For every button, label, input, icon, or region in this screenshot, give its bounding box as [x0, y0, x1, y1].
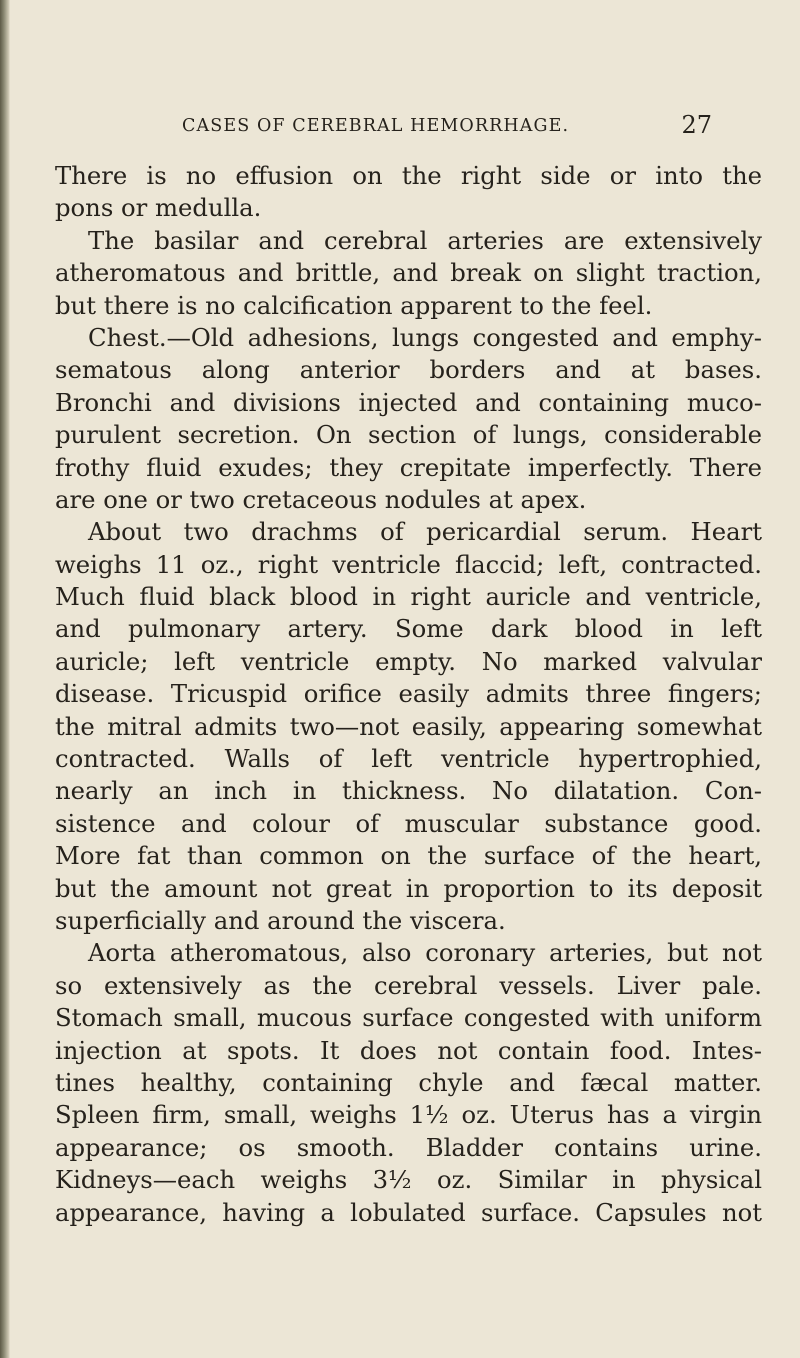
text-line: so extensively as the cerebral vessels. Liver pale.	[55, 970, 762, 1000]
text-line: atheromatous and brittle, and break on slight traction,	[55, 258, 762, 288]
binding-edge	[0, 0, 10, 1358]
text-line: appearance, having a lobulated surface. Capsules not	[55, 1197, 762, 1227]
text-line: but there is no calcification apparent to the feel.	[55, 290, 653, 320]
body-text	[55, 160, 762, 1229]
page-number: 27	[681, 111, 712, 139]
text-line: Chest.—Old adhesions, lungs congested and emphy-	[88, 322, 762, 352]
text-line: pons or medulla.	[55, 193, 262, 223]
text-line: frothy fluid exudes; they crepitate imperfectly. There	[55, 452, 762, 482]
text-line: but the amount not great in proportion to its deposit	[55, 873, 762, 903]
text-line: About two drachms of pericardial serum. Heart	[88, 517, 762, 547]
text-line: Stomach small, mucous surface congested with uniform	[55, 1003, 762, 1033]
text-line: and pulmonary artery. Some dark blood in left	[55, 614, 762, 644]
text-line: Much fluid black blood in right auricle and ventricle,	[55, 582, 762, 612]
text-line: sematous along anterior borders and at bases.	[55, 355, 762, 385]
text-line: the mitral admits two—not easily, appearing somewhat	[55, 711, 762, 741]
text-line: Kidneys—each weighs 3½ oz. Similar in physical	[55, 1165, 762, 1195]
text-line: disease. Tricuspid orifice easily admits three fingers;	[55, 679, 762, 709]
text-line: There is no effusion on the right side or into the	[55, 161, 762, 190]
text-line: injection at spots. It does not contain food. Intes-	[55, 1035, 762, 1065]
text-line: More fat than common on the surface of the heart,	[55, 841, 762, 871]
text-line: nearly an inch in thickness. No dilatation. Con-	[55, 776, 762, 806]
running-title: CASES OF CEREBRAL HEMORRHAGE.	[182, 116, 570, 136]
text-line: Bronchi and divisions injected and containing muco-	[55, 387, 762, 417]
text-line: are one or two cretaceous nodules at apex.	[55, 484, 587, 514]
text-line: tines healthy, containing chyle and fæcal matter.	[55, 1067, 762, 1097]
text-line: The basilar and cerebral arteries are extensively	[88, 225, 762, 255]
text-line: Aorta atheromatous, also coronary arteries, but not	[88, 938, 762, 968]
running-head	[182, 100, 712, 150]
text-line: purulent secretion. On section of lungs, considerable	[55, 420, 762, 450]
text-line: appearance; os smooth. Bladder contains urine.	[55, 1132, 762, 1162]
text-line: Spleen firm, small, weighs 1½ oz. Uterus has a virgin	[55, 1100, 762, 1130]
text-line: sistence and colour of muscular substance good.	[55, 808, 762, 838]
text-line: auricle; left ventricle empty. No marked valvular	[55, 646, 762, 676]
text-line: superficially and around the viscera.	[55, 905, 506, 935]
text-line: contracted. Walls of left ventricle hypertrophied,	[55, 744, 762, 774]
text-line: weighs 11 oz., right ventricle flaccid; left, contracted.	[55, 549, 762, 579]
